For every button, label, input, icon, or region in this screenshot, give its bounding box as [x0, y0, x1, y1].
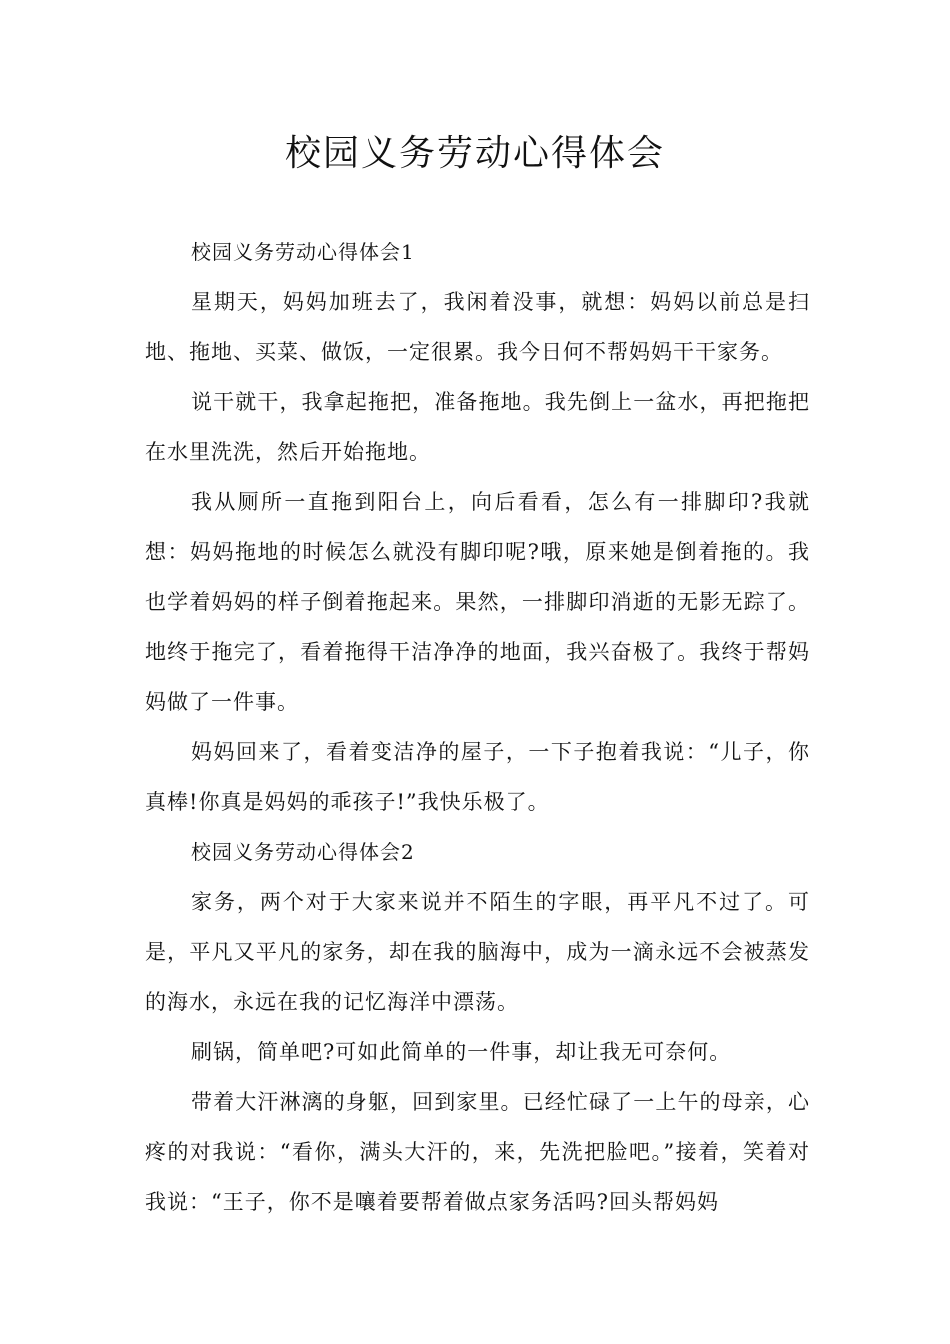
paragraph: 刷锅，简单吧?可如此简单的一件事，却让我无可奈何。: [191, 1040, 732, 1064]
document-title: 校园义务劳动心得体会: [284, 133, 665, 174]
paragraph: 带着大汗淋漓的身躯，回到家里。已经忙碌了一上午的母亲，心疼的对我说：“看你，满头大汗的，来，先洗把脸吧。”接着，笑着对我说：“王子，你不是嚷着要帮着做点家务活吗?回头帮妈妈: [145, 1090, 810, 1214]
section-heading-1: 校园义务劳动心得体会1: [191, 240, 415, 264]
paragraph: 说干就干，我拿起拖把，准备拖地。我先倒上一盆水，再把拖把在水里洗洗，然后开始拖地。: [145, 390, 810, 464]
paragraph: 我从厕所一直拖到阳台上，向后看看，怎么有一排脚印?我就想：妈妈拖地的时候怎么就没有脚印呢?哦，原来她是倒着拖的。我也学着妈妈的样子倒着拖起来。果然，一排脚印消逝的无影无踪了。地终于拖完了，看着拖得干洁净净的地面，我兴奋极了。我终于帮妈妈做了一件事。: [145, 490, 810, 714]
paragraph: 家务，两个对于大家来说并不陌生的字眼，再平凡不过了。可是，平凡又平凡的家务，却在我的脑海中，成为一滴永远不会被蒸发的海水，永远在我的记忆海洋中漂荡。: [145, 890, 810, 1014]
section-heading-2: 校园义务劳动心得体会2: [191, 840, 415, 864]
paragraph: 妈妈回来了，看着变洁净的屋子，一下子抱着我说：“儿子，你真棒!你真是妈妈的乖孩子!”我快乐极了。: [145, 740, 810, 814]
document-body: [145, 227, 810, 1227]
paragraph: 星期天，妈妈加班去了，我闲着没事，就想：妈妈以前总是扫地、拖地、买菜、做饭，一定很累。我今日何不帮妈妈干干家务。: [145, 290, 810, 364]
